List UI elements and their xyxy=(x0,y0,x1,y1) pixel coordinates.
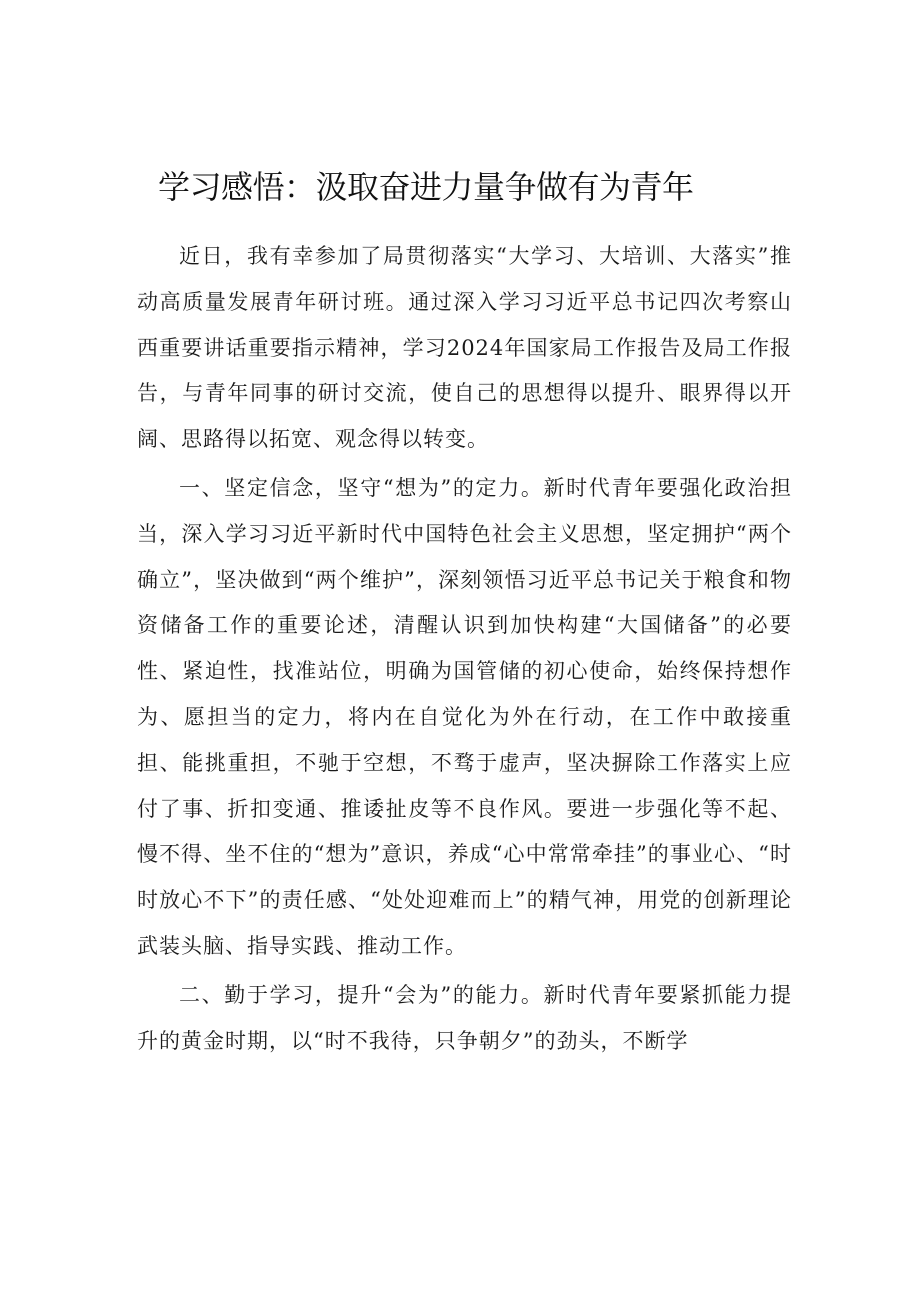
document-title: 学习感悟：汲取奋进力量争做有为青年 xyxy=(158,168,694,206)
paragraph-section-one: 一、坚定信念，坚守“想为”的定力。新时代青年要强化政治担当，深入学习习近平新时代中国特色社会主义思想，坚定拥护“两个确立”，坚决做到“两个维护”，深刻领悟习近平总书记关于粮食和物资储备工作的重要论述，清醒认识到加快构建“大国储备”的必要性、紧迫性，找准站位，明确为国管储的初心使命，始终保持想作为、愿担当的定力，将内在自觉化为外在行动，在工作中敢接重担、能挑重担，不驰于空想，不骛于虚声，坚决摒除工作落实上应付了事、折扣变通、推诿扯皮等不良作风。要进一步强化等不起、慢不得、坐不住的“想为”意识，养成“心中常常牵挂”的事业心、“时时放心不下”的责任感、“处处迎难而上”的精气神，用党的创新理论武装头脑、指导实践、推动工作。 xyxy=(137,475,792,958)
paragraph-section-two: 二、勤于学习，提升“会为”的能力。新时代青年要紧抓能力提升的黄金时期，以“时不我待，只争朝夕”的劲头，不断学 xyxy=(137,982,792,1053)
paragraph-intro: 近日，我有幸参加了局贯彻落实“大学习、大培训、大落实”推动高质量发展青年研讨班。通过深入学习习近平总书记四次考察山西重要讲话重要指示精神，学习2024年国家局工作报告及局工作报告，与青年同事的研讨交流，使自己的思想得以提升、眼界得以开阔、思路得以拓宽、观念得以转变。 xyxy=(137,244,792,452)
document-body xyxy=(137,234,792,1064)
